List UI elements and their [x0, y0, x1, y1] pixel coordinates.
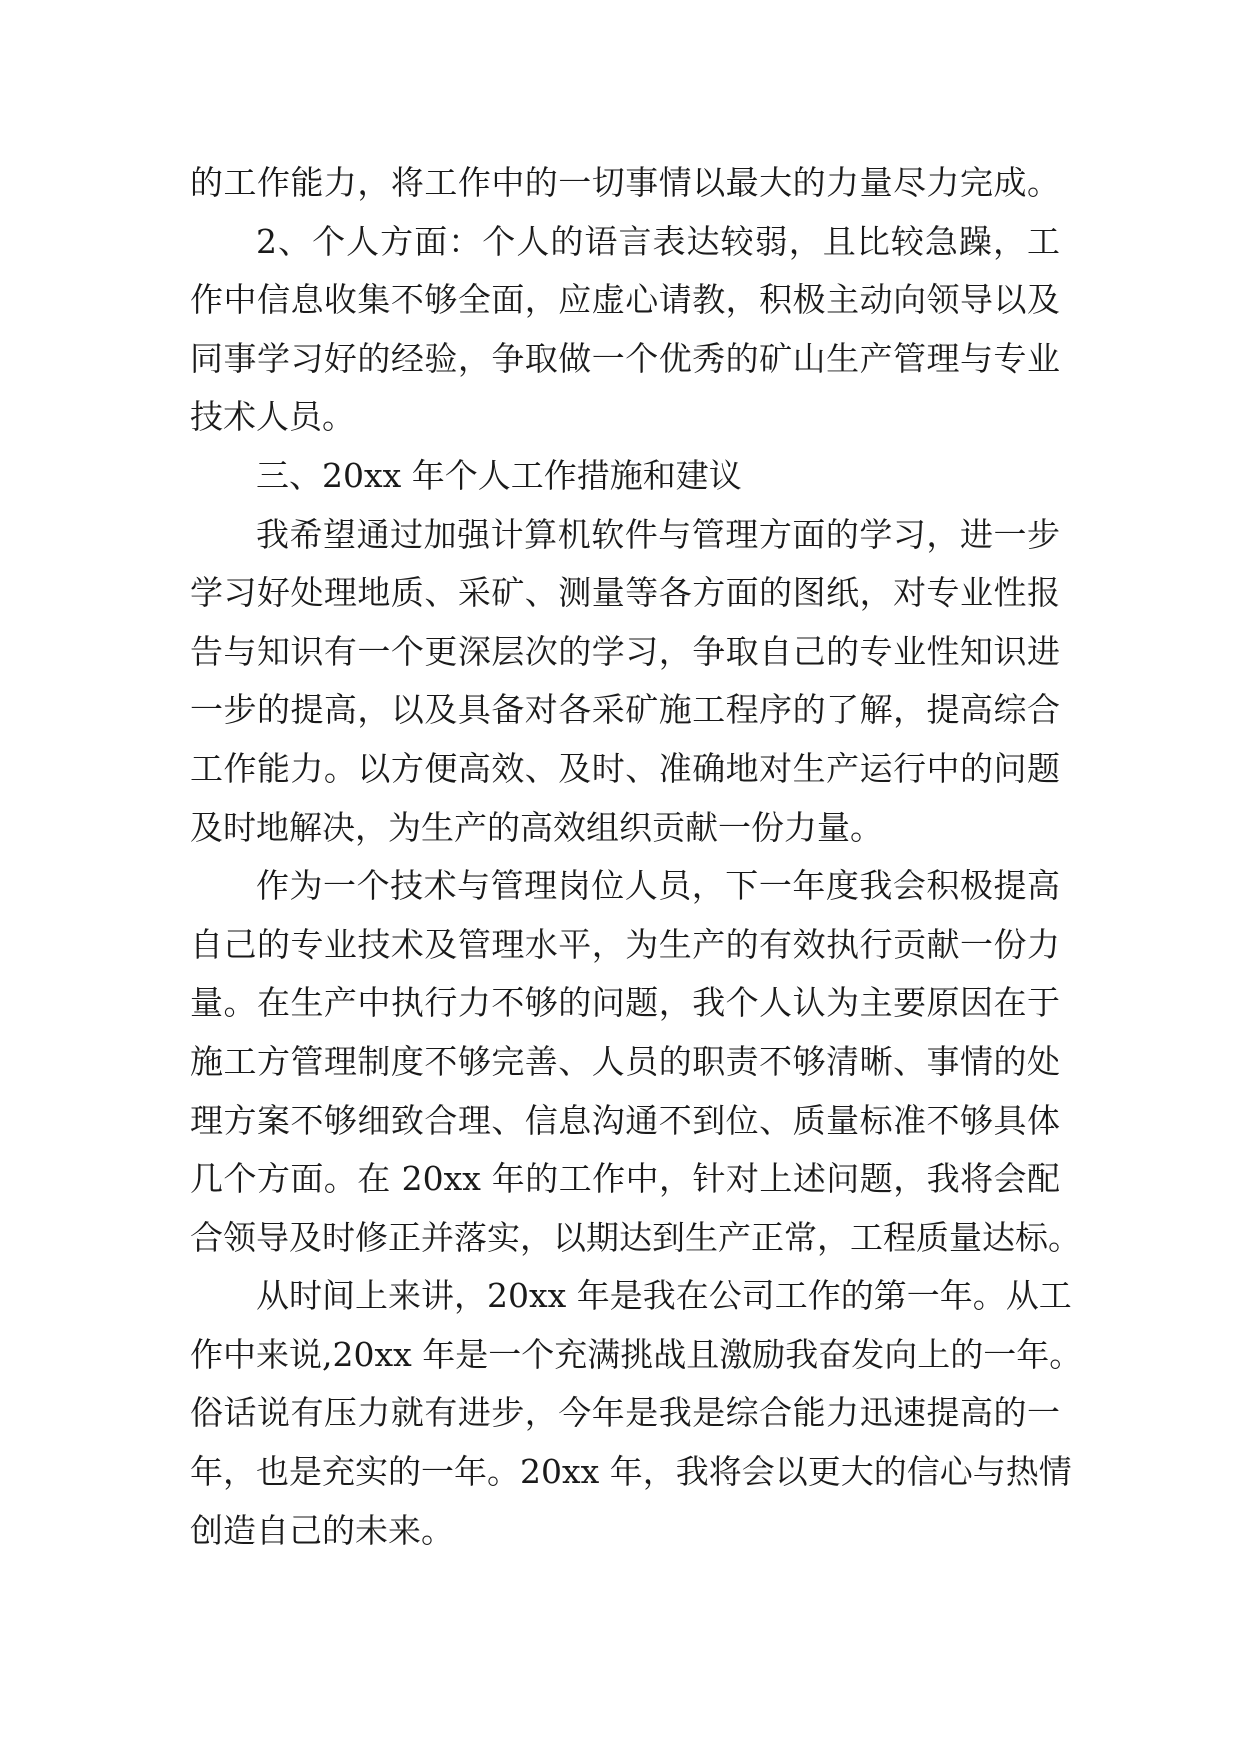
text-line: 同事学习好的经验，争取做一个优秀的矿山生产管理与专业 [190, 338, 1060, 378]
text-line: 从时间上来讲，20xx 年是我在公司工作的第一年。从工 [256, 1276, 1072, 1316]
text-line: 2、个人方面：个人的语言表达较弱，且比较急躁，工 [256, 221, 1060, 261]
text-line: 理方案不够细致合理、信息沟通不到位、质量标准不够具体 [190, 1100, 1060, 1140]
document-body [190, 154, 1083, 1560]
text-line: 作为一个技术与管理岗位人员，下一年度我会积极提高 [256, 866, 1060, 906]
text-line: 的工作能力，将工作中的一切事情以最大的力量尽力完成。 [190, 163, 1060, 202]
text-line: 俗话说有压力就有进步，今年是我是综合能力迅速提高的一 [190, 1393, 1060, 1433]
section-heading: 三、20xx 年个人工作措施和建议 [256, 455, 742, 495]
text-line: 作中信息收集不够全面，应虚心请教，积极主动向领导以及 [190, 280, 1060, 320]
text-line: 学习好处理地质、采矿、测量等各方面的图纸，对专业性报 [190, 573, 1060, 613]
text-line: 工作能力。以方便高效、及时、准确地对生产运行中的问题 [190, 748, 1060, 788]
text-line: 我希望通过加强计算机软件与管理方面的学习，进一步 [256, 514, 1060, 554]
text-line: 合领导及时修正并落实，以期达到生产正常，工程质量达标。 [190, 1217, 1081, 1257]
text-line: 技术人员。 [190, 397, 355, 437]
text-line: 年，也是充实的一年。20xx 年，我将会以更大的信心与热情 [190, 1452, 1072, 1492]
text-line: 作中来说,20xx 年是一个充满挑战且激励我奋发向上的一年。 [190, 1334, 1083, 1374]
text-line: 及时地解决，为生产的高效组织贡献一份力量。 [190, 807, 883, 847]
text-line: 几个方面。在 20xx 年的工作中，针对上述问题，我将会配 [190, 1159, 1060, 1199]
text-line: 自己的专业技术及管理水平，为生产的有效执行贡献一份力 [190, 924, 1060, 964]
text-line: 创造自己的未来。 [190, 1510, 454, 1550]
text-line: 量。在生产中执行力不够的问题，我个人认为主要原因在于 [190, 983, 1060, 1023]
text-line: 告与知识有一个更深层次的学习，争取自己的专业性知识进 [190, 631, 1060, 671]
text-line: 施工方管理制度不够完善、人员的职责不够清晰、事情的处 [190, 1041, 1060, 1081]
text-line: 一步的提高，以及具备对各采矿施工程序的了解，提高综合 [190, 690, 1060, 730]
